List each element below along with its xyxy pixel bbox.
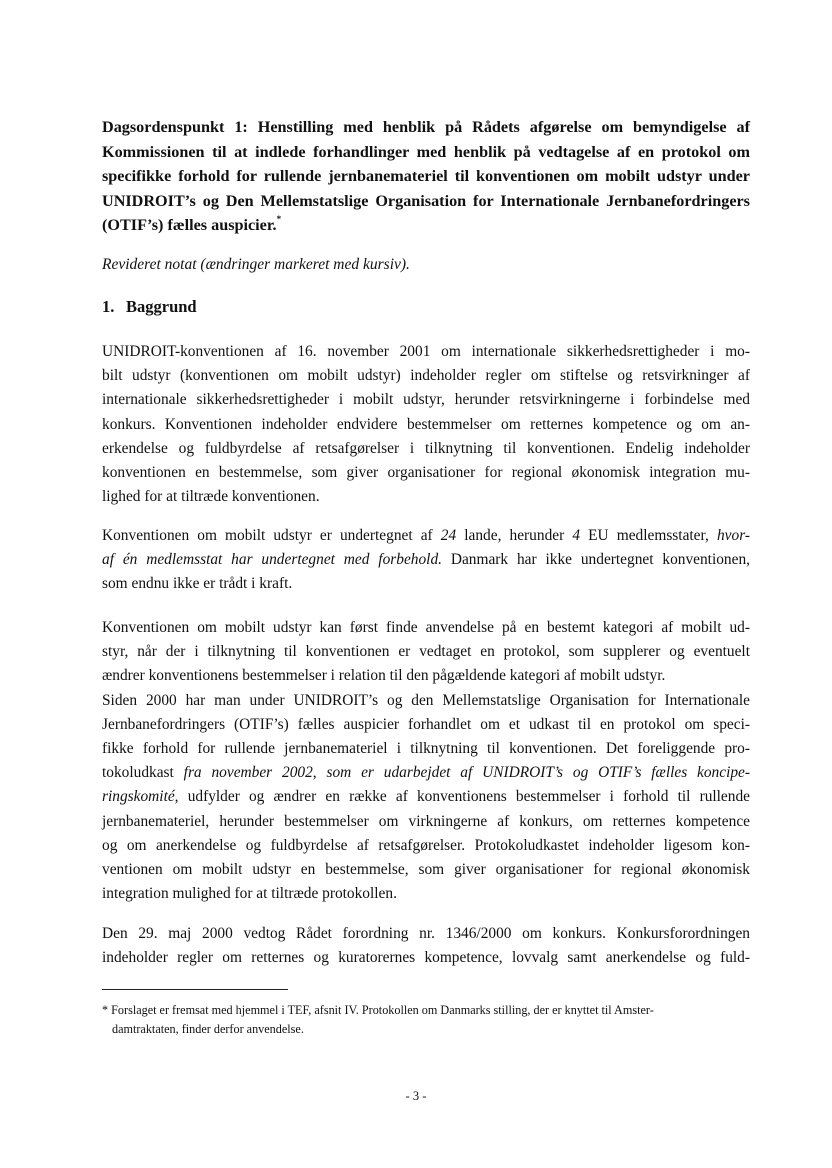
footnote-line: * Forslaget er fremsat med hjemmel i TEF, afsnit IV. Protokollen om Danmarks stilling, der er knyttet til Amster-	[102, 1003, 654, 1017]
text-line: erkendelse og fuldbyrdelse af retsafgørelser i tilknytning til konventionen. Endelig indeholder	[102, 439, 750, 457]
footnote-marker: *	[276, 213, 282, 224]
paragraph-5	[102, 922, 750, 970]
footnote-line: damtraktaten, finder derfor anvendelse.	[112, 1022, 304, 1036]
text-line: Siden 2000 har man under UNIDROIT’s og den Mellemstatslige Organisation for Internationale	[102, 691, 750, 709]
text-line: og om anerkendelse og fuldbyrdelse af retsafgørelser. Protokoludkastet indeholder ligesom kon-	[102, 836, 750, 854]
text-line: Jernbanefordringers (OTIF’s) fælles auspicier forhandlet om et udkast til en protokol om speci-	[102, 715, 750, 733]
text-line: Konventionen om mobilt udstyr er undertegnet af 24 lande, herunder 4 EU medlemsstater, hvor-	[102, 527, 750, 544]
text-line: af én medlemsstat har undertegnet med forbehold. Danmark har ikke undertegnet konventionen,	[102, 551, 750, 569]
text-line: styr, når der i tilknytning til konventionen er vedtaget en protokol, som supplerer og eventuelt	[102, 643, 750, 661]
text-line: som endnu ikke er trådt i kraft.	[102, 575, 293, 593]
text-line: ringskomité, udfylder og ændrer en række af konventionens bestemmelser i forhold til rullende	[102, 788, 750, 806]
revised-note: Revideret notat (ændringer markeret med kursiv).	[102, 256, 410, 273]
text-line: integration mulighed for at tiltræde protokollen.	[102, 885, 397, 903]
text-line: internationale sikkerhedsrettigheder i mobilt udstyr, herunder retsvirkningerne i forbindelse med	[102, 391, 750, 409]
title-line: (OTIF’s) fælles auspicier.*	[102, 213, 282, 234]
text-line: konventionen en bestemmelse, som giver organisationer for regional økonomisk integration mu-	[102, 464, 750, 482]
text-line: ændrer konventionens bestemmelser i relation til den pågældende kategori af mobilt udstyr.	[102, 667, 666, 685]
title-line: UNIDROIT’s og Den Mellemstatslige Organisation for Internationale Jernbanefordringers	[102, 191, 750, 210]
text-line: indeholder regler om retternes og kuratorernes kompetence, lovvalg samt anerkendelse og fuld-	[102, 949, 750, 967]
text-line: bilt udstyr (konventionen om mobilt udstyr) indeholder regler om stiftelse og retsvirkninger af	[102, 367, 750, 385]
paragraph-3	[102, 616, 750, 906]
title-line: Dagsordenspunkt 1: Henstilling med henblik på Rådets afgørelse om bemyndigelse af	[102, 118, 750, 136]
text-line: lighed for at tiltræde konventionen.	[102, 488, 320, 506]
text-line: jernbanemateriel, herunder bestemmelser om virkningerne af konkurs, om retternes kompetence	[102, 812, 750, 830]
page-number: - 3 -	[405, 1089, 427, 1103]
footnote-separator	[102, 989, 288, 990]
paragraph-2	[102, 524, 750, 597]
paragraph-1	[102, 340, 750, 509]
text-line: ventionen om mobilt udstyr en bestemmelse, som giver organisationer for regional økonomisk	[102, 861, 750, 879]
text-line: tokoludkast fra november 2002, som er udarbejdet af UNIDROIT’s og OTIF’s fælles koncipe-	[102, 764, 751, 782]
section-title: Baggrund	[126, 297, 197, 316]
text-line: konkurs. Konventionen indeholder endvidere bestemmelser om retternes kompetence og om an-	[102, 415, 750, 433]
agenda-item-title	[102, 115, 750, 238]
footnote	[102, 1001, 750, 1039]
title-line: Kommissionen til at indlede forhandlinger med henblik på vedtagelse af en protokol om	[102, 142, 750, 161]
title-line: specifikke forhold for rullende jernbanemateriel til konventionen om mobilt udstyr under	[102, 167, 750, 185]
section-number: 1.	[102, 297, 115, 316]
text-line: Den 29. maj 2000 vedtog Rådet forordning nr. 1346/2000 om konkurs. Konkursforordningen	[102, 925, 750, 942]
text-line: UNIDROIT-konventionen af 16. november 2001 om internationale sikkerhedsrettigheder i mo-	[102, 343, 750, 360]
section-heading	[102, 296, 750, 318]
text-line: Konventionen om mobilt udstyr kan først finde anvendelse på en bestemt kategori af mobilt ud-	[102, 619, 750, 636]
text-line: fikke forhold for rullende jernbanemateriel i tilknytning til konventionen. Det foreliggende pro-	[102, 740, 750, 758]
